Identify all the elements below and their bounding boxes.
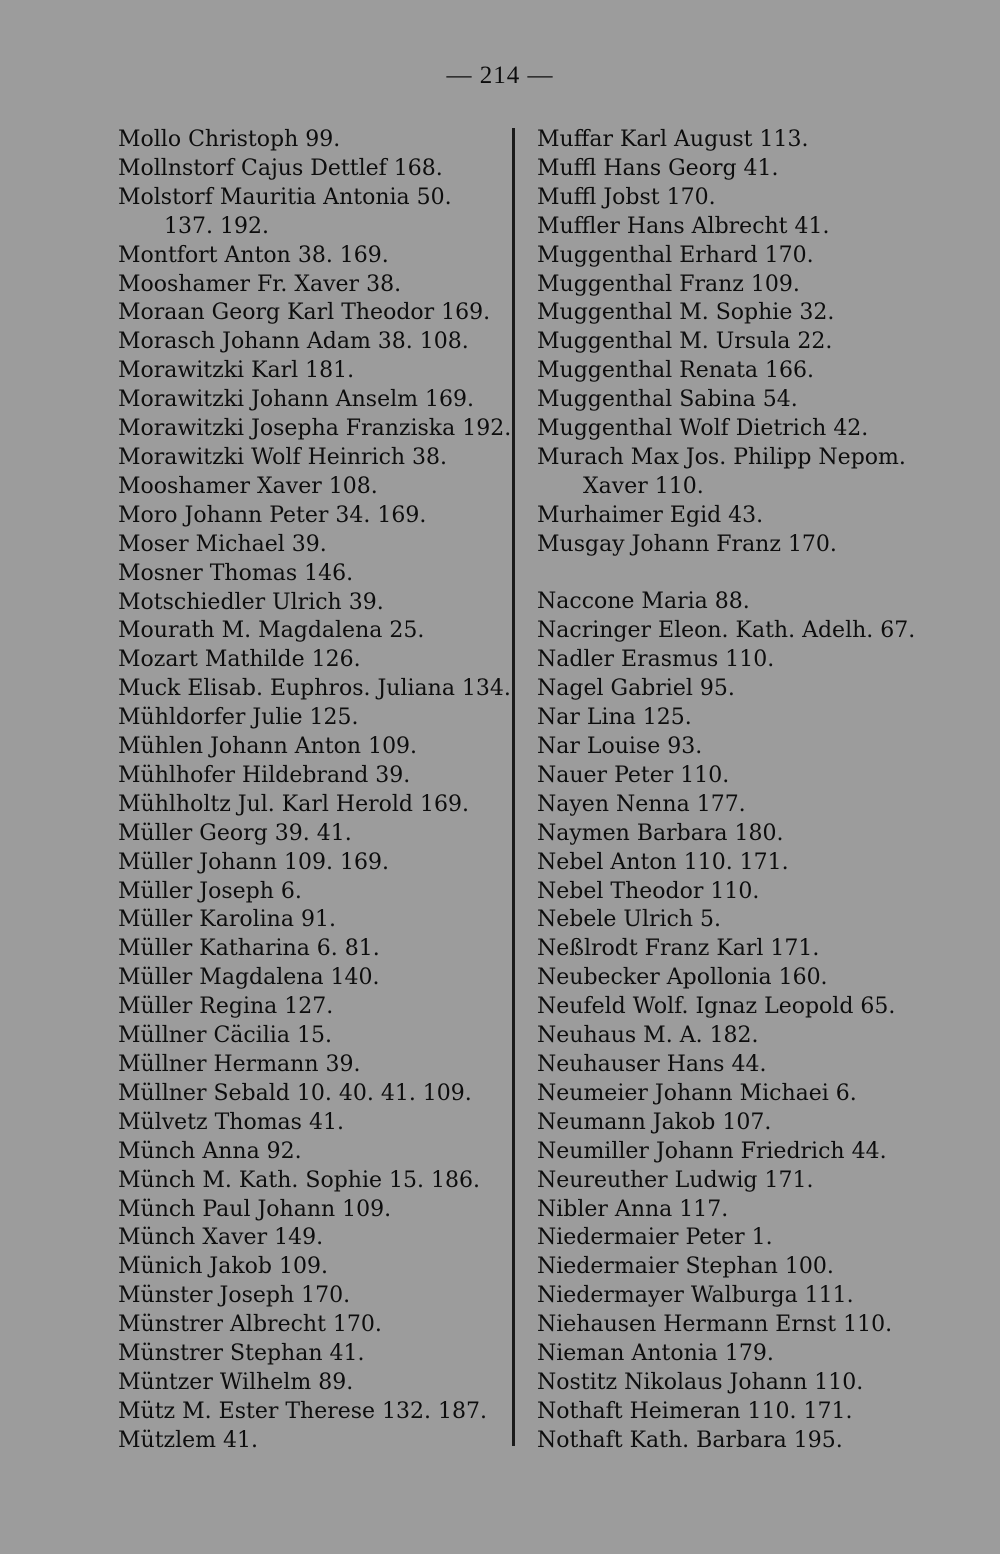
index-entry: Nothaft Heimeran 110. 171. [537, 1398, 853, 1424]
index-entry: Muggenthal M. Ursula 22. [537, 329, 833, 355]
index-entry: Neubecker Apollonia 160. [537, 965, 828, 991]
index-entry: Mühlen Johann Anton 109. [118, 734, 418, 760]
index-entry: Muffl Hans Georg 41. [537, 155, 779, 181]
index-entry: Nostitz Nikolaus Johann 110. [537, 1369, 864, 1395]
index-entry: Müller Johann 109. 169. [118, 849, 389, 875]
index-entry: Münch Paul Johann 109. [118, 1196, 392, 1222]
page-number: — 214 — [446, 62, 554, 89]
index-entry: Münch Anna 92. [118, 1138, 302, 1164]
index-entry: Morawitzki Karl 181. [118, 358, 355, 384]
index-entry: Münich Jakob 109. [118, 1254, 328, 1280]
section-gap [537, 560, 937, 589]
index-entry: Muggenthal M. Sophie 32. [537, 300, 835, 326]
index-entry: Nieman Antonia 179. [537, 1341, 774, 1367]
index-entry: Müllner Hermann 39. [118, 1052, 361, 1077]
index-entry: Münch Xaver 149. [118, 1225, 324, 1251]
index-entry: Münster Joseph 170. [118, 1283, 351, 1309]
index-entry: Mollnstorf Cajus Dettlef 168. [118, 155, 443, 181]
index-entry: Müller Karolina 91. [118, 907, 336, 933]
index-entry: Nacringer Eleon. Kath. Adelh. 67. [537, 618, 916, 644]
index-entry-continuation: 137. 192. [164, 213, 269, 239]
index-entry: Nagel Gabriel 95. [537, 676, 735, 702]
index-entry: Montfort Anton 38. 169. [118, 242, 389, 268]
index-entry: Mühldorfer Julie 125. [118, 705, 359, 731]
index-entry: Moser Michael 39. [118, 531, 327, 557]
index-entry: Mützlem 41. [118, 1427, 259, 1453]
index-entry: Müntzer Wilhelm 89. [118, 1369, 354, 1395]
index-entry: Neumeier Johann Michaei 6. [537, 1080, 857, 1106]
index-entry: Muffl Jobst 170. [537, 184, 716, 210]
index-entry: Neßlrodt Franz Karl 171. [537, 936, 820, 962]
index-entry: Musgay Johann Franz 170. [537, 531, 837, 557]
index-entry: Mühlholtz Jul. Karl Herold 169. [118, 791, 469, 817]
index-entry: Müllner Sebald 10. 40. 41. 109. [118, 1080, 472, 1106]
index-entry: Mozart Mathilde 126. [118, 647, 361, 673]
index-entry: Morasch Johann Adam 38. 108. [118, 329, 469, 355]
index-entry: Motschiedler Ulrich 39. [118, 589, 384, 615]
index-entry: Münstrer Stephan 41. [118, 1341, 365, 1367]
index-entry: Muffar Karl August 113. [537, 127, 809, 152]
index-entry: Murhaimer Egid 43. [537, 502, 764, 528]
index-entry: Nebel Theodor 110. [537, 878, 760, 904]
index-entry: Müllner Cäcilia 15. [118, 1023, 332, 1049]
index-entry: Moro Johann Peter 34. 169. [118, 502, 427, 528]
index-entry: Nar Lina 125. [537, 705, 692, 731]
index-entry: Mollo Christoph 99. [118, 127, 341, 152]
index-entry-continuation: Xaver 110. [583, 473, 704, 499]
index-entry: Neuhauser Hans 44. [537, 1051, 767, 1077]
index-entry: Münch M. Kath. Sophie 15. 186. [118, 1167, 480, 1193]
index-entry: Muggenthal Renata 166. [537, 358, 815, 384]
index-entry: Molstorf Mauritia Antonia 50. [118, 184, 452, 210]
index-entry: Niehausen Hermann Ernst 110. [537, 1312, 893, 1338]
index-entry: Nothaft Kath. Barbara 195. [537, 1427, 843, 1453]
index-entry: Nebele Ulrich 5. [537, 907, 722, 933]
index-entry: Niedermaier Peter 1. [537, 1225, 773, 1251]
index-entry: Müller Katharina 6. 81. [118, 936, 380, 962]
index-entry: Murach Max Jos. Philipp Nepom. [537, 444, 906, 470]
index-entry: Naccone Maria 88. [537, 589, 750, 615]
index-entry: Nebel Anton 110. 171. [537, 849, 789, 875]
index-entry: Neumiller Johann Friedrich 44. [537, 1138, 887, 1164]
index-entry: Neuhaus M. A. 182. [537, 1023, 759, 1049]
index-entry: Mourath M. Magdalena 25. [118, 618, 425, 644]
index-entry: Neufeld Wolf. Ignaz Leopold 65. [537, 994, 896, 1020]
index-entry: Nauer Peter 110. [537, 762, 730, 788]
index-entry: Neumann Jakob 107. [537, 1109, 772, 1135]
index-entry: Muggenthal Wolf Dietrich 42. [537, 416, 869, 442]
index-entry: Muck Elisab. Euphros. Juliana 134. [118, 676, 511, 702]
index-entry: Mütz M. Ester Therese 132. 187. [118, 1398, 488, 1424]
index-entry: Morawitzki Wolf Heinrich 38. [118, 444, 448, 470]
index-entry: Mülvetz Thomas 41. [118, 1109, 344, 1135]
index-entry: Muggenthal Sabina 54. [537, 387, 798, 413]
index-entry: Naymen Barbara 180. [537, 820, 784, 846]
index-entry: Nadler Erasmus 110. [537, 647, 775, 673]
column-divider [512, 128, 515, 1446]
index-entry: Mooshamer Xaver 108. [118, 473, 378, 499]
index-entry: Müller Joseph 6. [118, 878, 302, 904]
index-entry: Nar Louise 93. [537, 734, 703, 760]
index-entry: Müller Georg 39. 41. [118, 820, 352, 846]
index-entry: Niedermaier Stephan 100. [537, 1254, 834, 1280]
index-entry: Mooshamer Fr. Xaver 38. [118, 271, 402, 297]
index-entry: Morawitzki Johann Anselm 169. [118, 387, 474, 413]
index-entry: Nayen Nenna 177. [537, 791, 746, 817]
index-entry: Muffler Hans Albrecht 41. [537, 213, 830, 239]
index-column-left [118, 126, 512, 1456]
index-entry: Muggenthal Franz 109. [537, 271, 800, 297]
index-entry: Mühlhofer Hildebrand 39. [118, 762, 411, 788]
index-entry: Mosner Thomas 146. [118, 560, 354, 586]
index-entry: Müller Magdalena 140. [118, 965, 380, 991]
index-entry: Neureuther Ludwig 171. [537, 1167, 814, 1193]
index-entry: Nibler Anna 117. [537, 1196, 729, 1222]
index-entry: Müller Regina 127. [118, 994, 334, 1020]
index-entry: Moraan Georg Karl Theodor 169. [118, 300, 491, 326]
index-entry: Muggenthal Erhard 170. [537, 242, 814, 268]
index-column-right [537, 126, 937, 1456]
index-entry: Niedermayer Walburga 111. [537, 1283, 854, 1309]
index-entry: Morawitzki Josepha Franziska 192. [118, 416, 512, 442]
index-entry: Münstrer Albrecht 170. [118, 1312, 382, 1338]
